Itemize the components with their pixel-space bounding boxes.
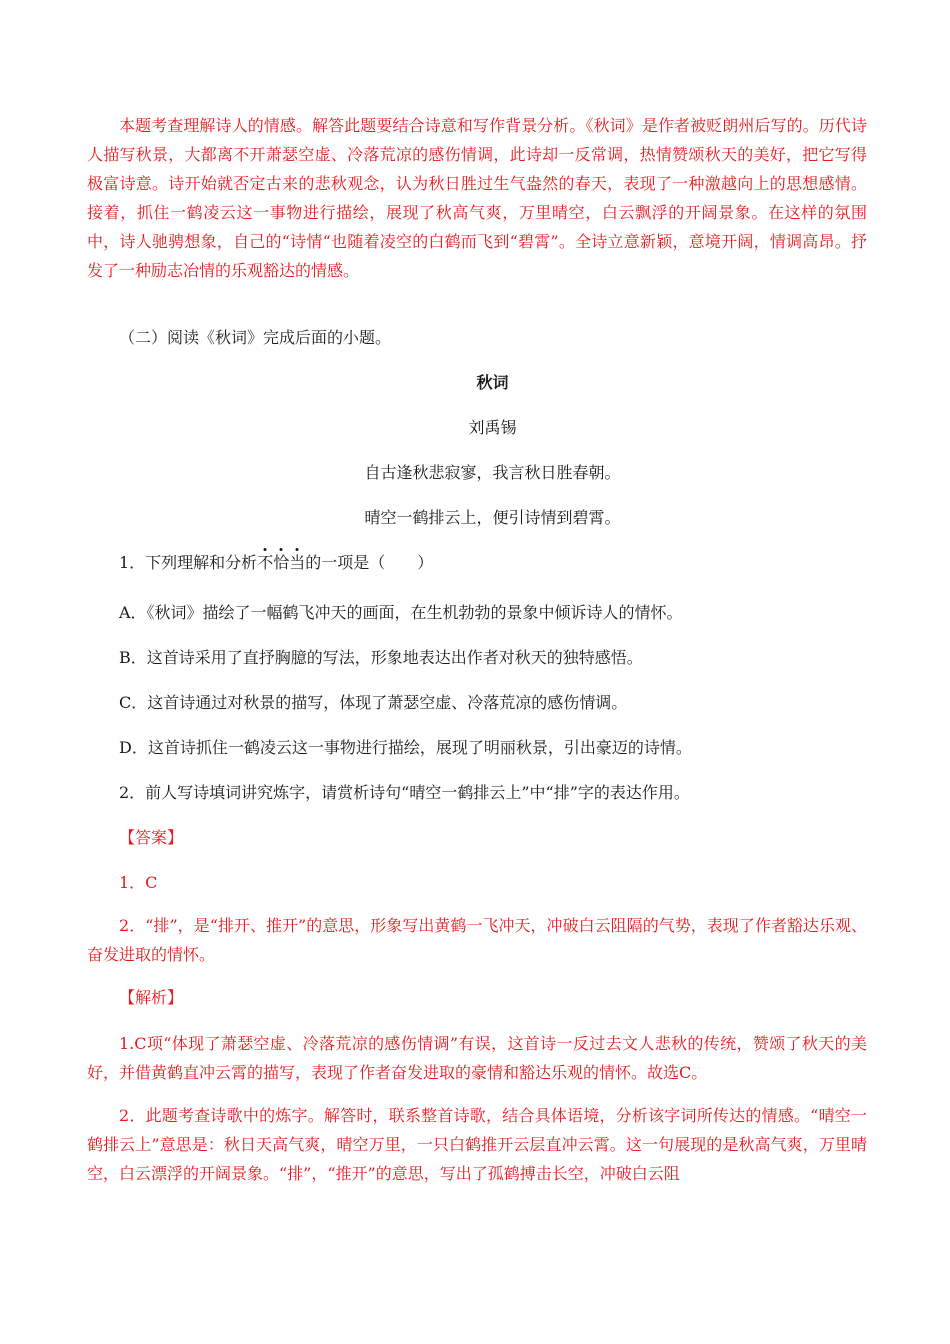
- question-1-suffix: 的一项是（ ）: [305, 553, 434, 572]
- poem-title: 秋词: [476, 373, 509, 392]
- analysis-2: 2．此题考查诗歌中的炼字。解答时，联系整首诗歌，结合具体语境，分析该字词所传达的情感。“晴空一鹤排云上”意思是：秋日天高气爽，晴空万里，一只白鹤推开云层直冲云霄。这一句展现的是秋高气爽，万里晴空，白云漂浮的开阔景象。“排”，“推开”的意思，写出了孤鹤搏击长空，冲破白云阻: [87, 1106, 867, 1183]
- poem-line-1: 自古逢秋悲寂寥，我言秋日胜春朝。: [364, 463, 621, 482]
- answer-2: 2．“排”，是“排开、推开”的意思，形象写出黄鹤一飞冲天，冲破白云阻隔的气势，表现了作者豁达乐观、奋发进取的情怀。: [87, 916, 867, 964]
- answer-label: 【答案】: [119, 828, 184, 847]
- emphasis-char: 恰: [273, 553, 289, 572]
- intro-analysis-paragraph: 本题考查理解诗人的情感。解答此题要结合诗意和写作背景分析。《秋词》是作者被贬朗州后写的。历代诗人描写秋景，大都离不开萧瑟空虚、冷落荒凉的感伤情调，此诗却一反常调，热情赞颂秋天的美好，把它写得极富诗意。诗开始就否定古来的悲秋观念，认为秋日胜过生气盎然的春天，表现了一种激越向上的思想感情。接着，抓住一鹤凌云这一事物进行描绘，展现了秋高气爽，万里晴空，白云飘浮的开阔景象。在这样的氛围中，诗人驰骋想象，自己的“诗情“也随着凌空的白鹤而飞到“碧霄”。全诗立意新颖，意境开阔，情调高昂。抒发了一种励志冶情的乐观豁达的情感。: [87, 116, 867, 280]
- section-heading: （二）阅读《秋词》完成后面的小题。: [119, 328, 392, 347]
- emphasis-char: 不: [257, 553, 273, 572]
- analysis-label: 【解析】: [119, 988, 184, 1007]
- option-b: B．这首诗采用了直抒胸臆的写法，形象地表达出作者对秋天的独特感悟。: [119, 648, 643, 667]
- option-a: A．《秋词》描绘了一幅鹤飞冲天的画面，在生机勃勃的景象中倾诉诗人的情怀。: [119, 603, 683, 622]
- poem-author: 刘禹锡: [468, 418, 517, 437]
- question-1-prefix: 1．下列理解和分析: [119, 553, 258, 572]
- answer-1: 1．C: [119, 873, 158, 892]
- question-1: [119, 552, 433, 574]
- emphasis-char: 当: [289, 553, 305, 572]
- poem-line-2: 晴空一鹤排云上，便引诗情到碧霄。: [364, 508, 621, 527]
- option-c: C．这首诗通过对秋景的描写，体现了萧瑟空虚、冷落荒凉的感伤情调。: [119, 693, 628, 712]
- option-d: D．这首诗抓住一鹤凌云这一事物进行描绘，展现了明丽秋景，引出豪迈的诗情。: [119, 738, 692, 757]
- question-2: 2．前人写诗填词讲究炼字，请赏析诗句“晴空一鹤排云上”中“排”字的表达作用。: [119, 783, 690, 802]
- analysis-1: 1.C项“体现了萧瑟空虚、冷落荒凉的感伤情调”有误，这首诗一反过去文人悲秋的传统，赞颂了秋天的美好，并借黄鹤直冲云霄的描写，表现了作者奋发进取的豪情和豁达乐观的情怀。故选C。: [87, 1034, 867, 1082]
